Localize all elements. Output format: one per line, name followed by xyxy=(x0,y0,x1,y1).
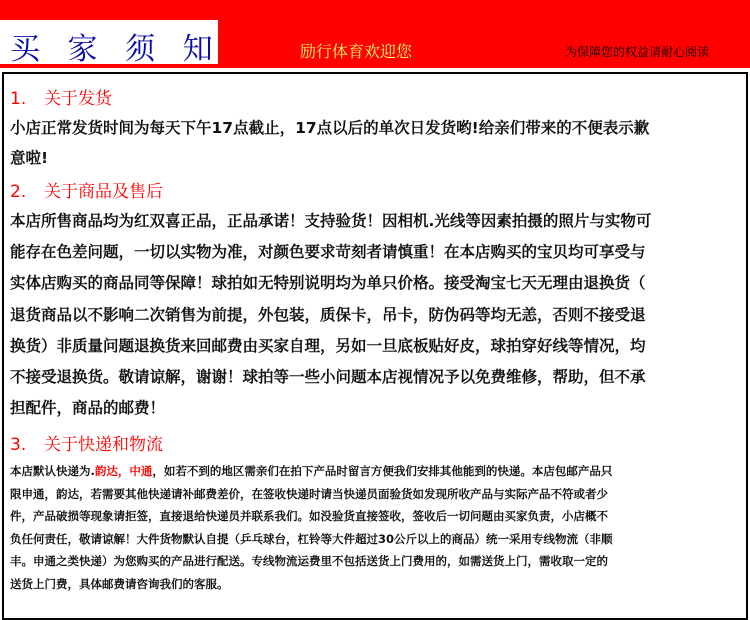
delivery-paragraph xyxy=(10,460,742,595)
section-heading-shipping xyxy=(10,84,112,109)
text-line: 意啦! xyxy=(10,149,49,167)
section-number: 2. xyxy=(10,182,27,202)
section-heading-delivery xyxy=(10,430,163,455)
section-number: 1. xyxy=(10,89,27,109)
banner-title: 买 家 须 知 xyxy=(10,32,222,67)
section-title: 关于发货 xyxy=(44,89,112,109)
text-line: 担配件，商品的邮费！ xyxy=(10,399,166,418)
text-line: 送货上门费，具体邮费请咨询我们的客服。 xyxy=(10,576,229,591)
section-title: 关于商品及售后 xyxy=(44,182,163,202)
aftersales-paragraph xyxy=(10,206,742,424)
text-line: 换货）非质量问题退换货来回邮费由买家自理，另如一旦底板贴好皮，球拍穿好线等情况，均 xyxy=(10,336,646,355)
text-line: 小店正常发货时间为每天下午17点截止，17点以后的单次日发货哟!给亲们带来的不便表示歉 xyxy=(10,119,650,137)
section-heading-aftersales xyxy=(10,177,163,202)
text-line: 件，产品破损等现象请拒签，直接退给快递员并联系我们。如没验货直接签收，签收后一切问题由买家负责，小店概不 xyxy=(10,509,608,523)
section-title: 关于快递和物流 xyxy=(44,435,163,455)
text-line: 本店所售商品均为红双喜正品，正品承诺！支持验货！因相机.光线等因素拍摄的照片与实物可 xyxy=(10,212,652,230)
section-number: 3. xyxy=(10,435,27,455)
banner-notice: 为保障您的权益请耐心阅读 xyxy=(565,45,710,59)
text-line: 不接受退换货。敬请谅解，谢谢！球拍等一些小问题本店视情况予以免费维修，帮助，但不承 xyxy=(10,368,646,387)
text-prefix: 本店默认快递为. xyxy=(10,464,95,478)
text-line xyxy=(10,460,742,483)
text-suffix: ，如若不到的地区需亲们在拍下产品时留言方便我们安排其他能到的快递。本店包邮产品只 xyxy=(152,464,613,478)
text-line: 退货商品以不影响二次销售为前提，外包装，质保卡，吊卡，防伪码等均无恙，否则不接受退 xyxy=(10,305,646,324)
text-line: 限申通，韵达，若需要其他快递请补邮费差价，在签收快递时请当快递员面验货如发现所收产品与实际产品不符或者少 xyxy=(10,486,608,501)
text-line: 负任何责任，敬请谅解！大件货物默认自提（乒乓球台，杠铃等大件超过30公斤以上的商品）统一采用专线物流（非顺 xyxy=(10,531,613,546)
text-line: 实体店购买的商品同等保障！球拍如无特别说明均为单只价格。接受淘宝七天无理由退换货（ xyxy=(10,274,646,293)
text-line: 能存在色差问题，一切以实物为准，对颜色要求苛刻者请慎重！在本店购买的宝贝均可享受与 xyxy=(10,243,646,262)
banner-welcome: 励行体育欢迎您 xyxy=(300,42,413,61)
courier-names: 韵达，中通 xyxy=(94,464,153,478)
shipping-paragraph xyxy=(10,113,742,173)
text-line: 丰。申通之类快递）为您购买的产品进行配送。专线物流运费里不包括送货上门费用的，如需送货上门，需收取一定的 xyxy=(10,554,608,568)
